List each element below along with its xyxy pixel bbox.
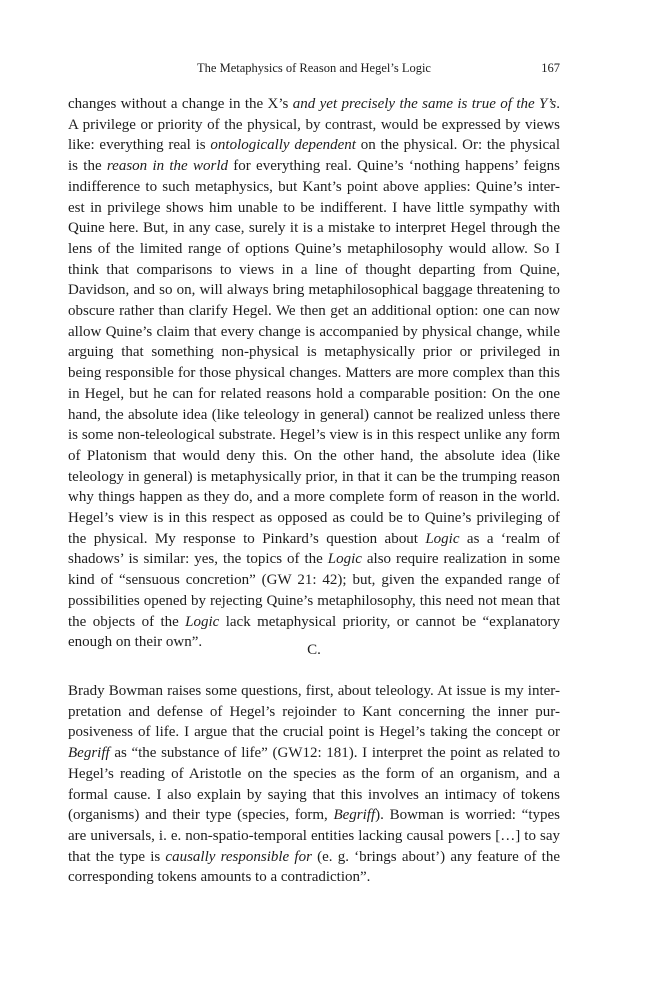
section-heading: C. <box>307 642 321 658</box>
page-number: 167 <box>541 61 560 75</box>
body-paragraph-2: Brady Bowman raises some questions, first, about teleology. At issue is my inter-pretation and defense of Hegel’s rejoinder to Kant concerning the inner pur-posiveness of life. I argue that the crucial point is Hegel’s taking the concept or Begriff as “the substance of life” (GW12: 181). I interpret the point as related to Hegel’s reading of Aristotle on the species as the form of an organism, and a formal cause. I also explain by saying that this involves an intimacy of tokens (organisms) and their type (species, form, Begriff). Bowman is worried: “types are universals, i. e. non-spatio-temporal entities lacking causal powers […] to say that the type is causally responsible for (e. g. ‘brings about’) any feature of the corresponding tokens amounts to a contradiction”. <box>68 683 560 886</box>
running-head <box>68 58 560 78</box>
body-paragraph-1: changes without a change in the X’s and yet precisely the same is true of the Y’s. A privilege or priority of the physical, by contrast, would be expressed by views like: everything real is ontologically dependent on the physical. Or: the physical is the reason in the world for everything real. Quine’s ‘nothing happens’ feigns indifference to such metaphysics, but Kant’s point above applies: Quine’s inter-est in privilege shows him unable to be indifferent. I have little sympathy with Quine here. But, in any case, surely it is a mistake to interpret Hegel through the lens of the limited range of options Quine’s metaphilosophy would allow. So I think that comparisons to views in a line of thought departing from Quine, Davidson, and so on, will always bring metaphilosophical baggage threatening to obscure rather than clarify Hegel. We then get an additional option: one can now allow Quine’s claim that every change is accompanied by physical change, while arguing that something non-physical is metaphysically prior or privileged in being responsible for those physical changes. Matters are more complex than this in Hegel, but he can for related reasons hold a comparable position: On the one hand, the absolute idea (like teleology in general) cannot be realized unless there is some non-teleological substrate. Hegel’s view is in this respect unlike any form of Platonism that would deny this. On the other hand, the absolute idea (like teleology in general) is metaphysically prior, in that it can be the trumping reason why things happen as they do, and a more complete form of reason in the world. Hegel’s view is in this respect as opposed as could be to Quine’s privileging of the physical. My response to Pinkard’s question about Logic as a ‘realm of shadows’ is similar: yes, the topics of the Logic also require realization in some kind of “sensuous concretion” (GW 21: 42); but, given the expanded range of possibilities opened by rejecting Quine’s metaphilosophy, this need not mean that the objects of the Logic lack metaphysical priority, or cannot be “explanatory enough on their own”. <box>68 96 561 651</box>
running-title: The Metaphysics of Reason and Hegel’s Logic <box>197 61 431 75</box>
